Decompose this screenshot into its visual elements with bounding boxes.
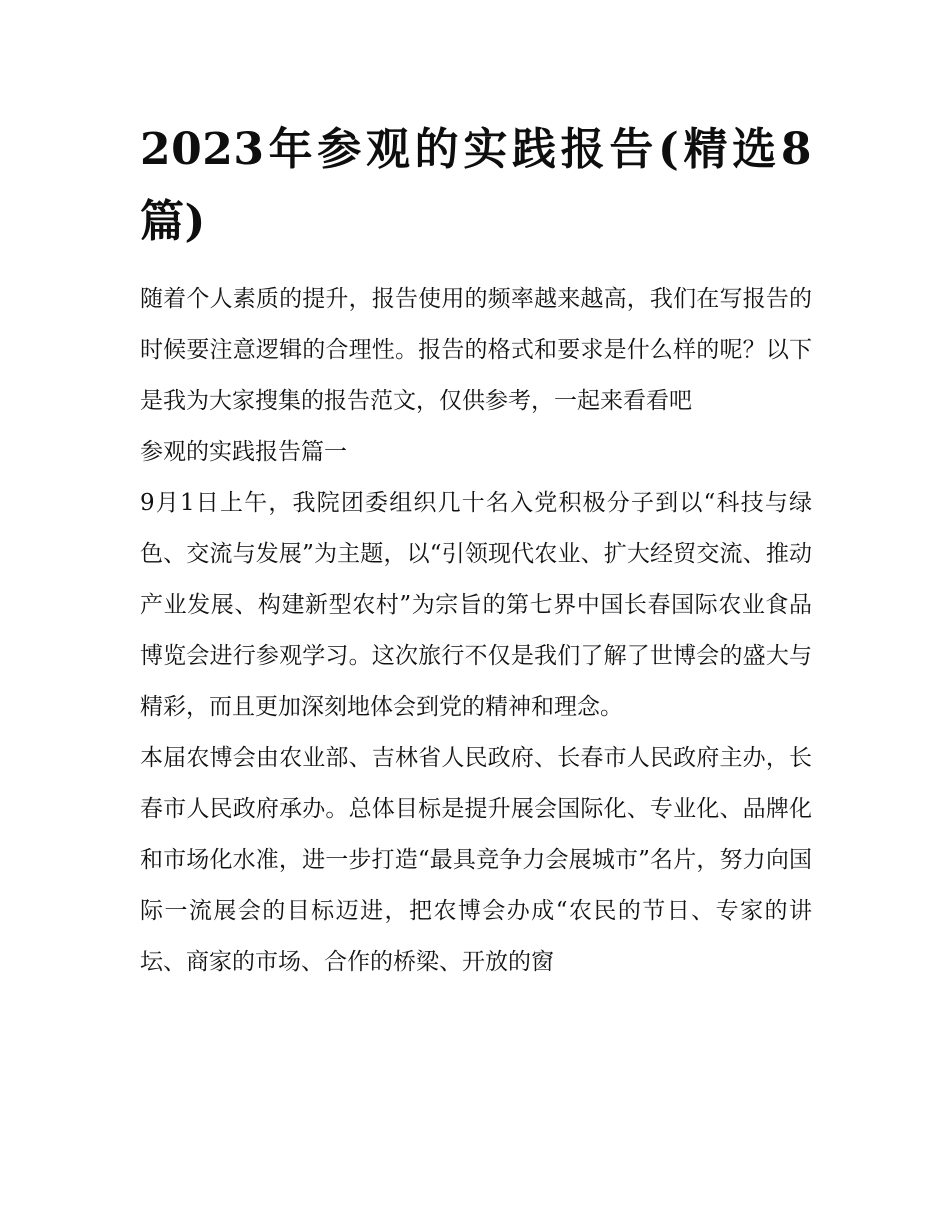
section-heading: 参观的实践报告篇一 [140,439,347,465]
body-paragraph-2: 本届农博会由农业部、吉林省人民政府、长春市人民政府主办，长春市人民政府承办。总体目标是提升展会国际化、专业化、品牌化和市场化水准，进一步打造“最具竞争力会展城市”名片，努力向国际一流展会的目标迈进，把农博会办成“农民的节日、专家的讲坛、商家的市场、合作的桥梁、开放的窗 [140,745,812,975]
document-body [140,114,812,988]
intro-paragraph: 随着个人素质的提升，报告使用的频率越来越高，我们在写报告的时候要注意逻辑的合理性。报告的格式和要求是什么样的呢？以下是我为大家搜集的报告范文，仅供参考，一起来看看吧 [140,286,812,414]
body-paragraph-1: 9月1日上午，我院团委组织几十名入党积极分子到以“科技与绿色、交流与发展”为主题，以“引领现代农业、扩大经贸交流、推动产业发展、构建新型农村”为宗旨的第七界中国长春国际农业食品博览会进行参观学习。这次旅行不仅是我们了解了世博会的盛大与精彩，而且更加深刻地体会到党的精神和理念。 [140,490,812,720]
document-title: 2023年参观的实践报告(精选8篇) [140,124,812,247]
